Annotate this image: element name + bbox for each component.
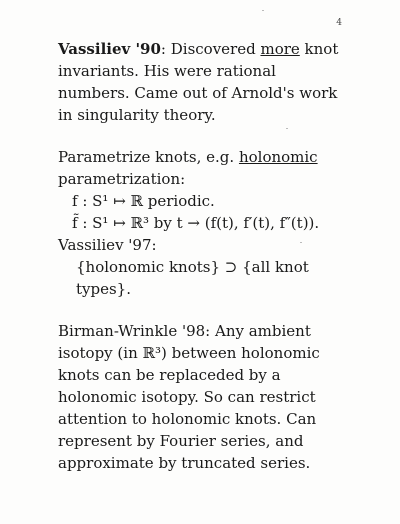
parametrize-text-1: Parametrize knots, e.g. <box>58 148 239 166</box>
f-definition-line: f : S¹ ↦ ℝ periodic. <box>72 192 215 210</box>
vassiliev90-text-2: knot invariants. His were rational numbers. Came out of Arnold's work in singularity theory. <box>58 40 339 124</box>
vassiliev97-statement: {holonomic knots} ⊃ {all knot types}. <box>76 258 309 298</box>
holonomic-underlined: holonomic <box>238 148 318 166</box>
birman-wrinkle-paragraph: Birman-Wrinkle '98: Any ambient isotopy (in ℝ³) between holonomic knots can be replaceded by a holonomic isotopy. So can restrict attention to holonomic knots. Can represent by Fourier series, and approximate by truncated series. <box>58 322 320 472</box>
vassiliev90-text-1: : Discovered <box>160 40 261 58</box>
parametrize-paragraph <box>58 146 348 300</box>
vassiliev90-paragraph <box>58 38 348 126</box>
page-number: 4 <box>336 18 342 28</box>
scan-speck <box>286 128 288 129</box>
vassiliev97-label: Vassiliev '97: <box>58 236 157 254</box>
ftilde-definition-line: f̃ : S¹ ↦ ℝ³ by t → (f(t), f′(t), f″(t)). <box>72 214 320 232</box>
vassiliev90-heading: Vassiliev '90 <box>58 40 161 58</box>
more-underlined: more <box>260 40 300 58</box>
parametrize-intro <box>58 146 348 190</box>
scan-speck <box>262 10 264 11</box>
parametrize-text-2: parametrization: <box>58 170 186 188</box>
scan-speck <box>300 242 302 243</box>
slide-content <box>58 38 348 494</box>
